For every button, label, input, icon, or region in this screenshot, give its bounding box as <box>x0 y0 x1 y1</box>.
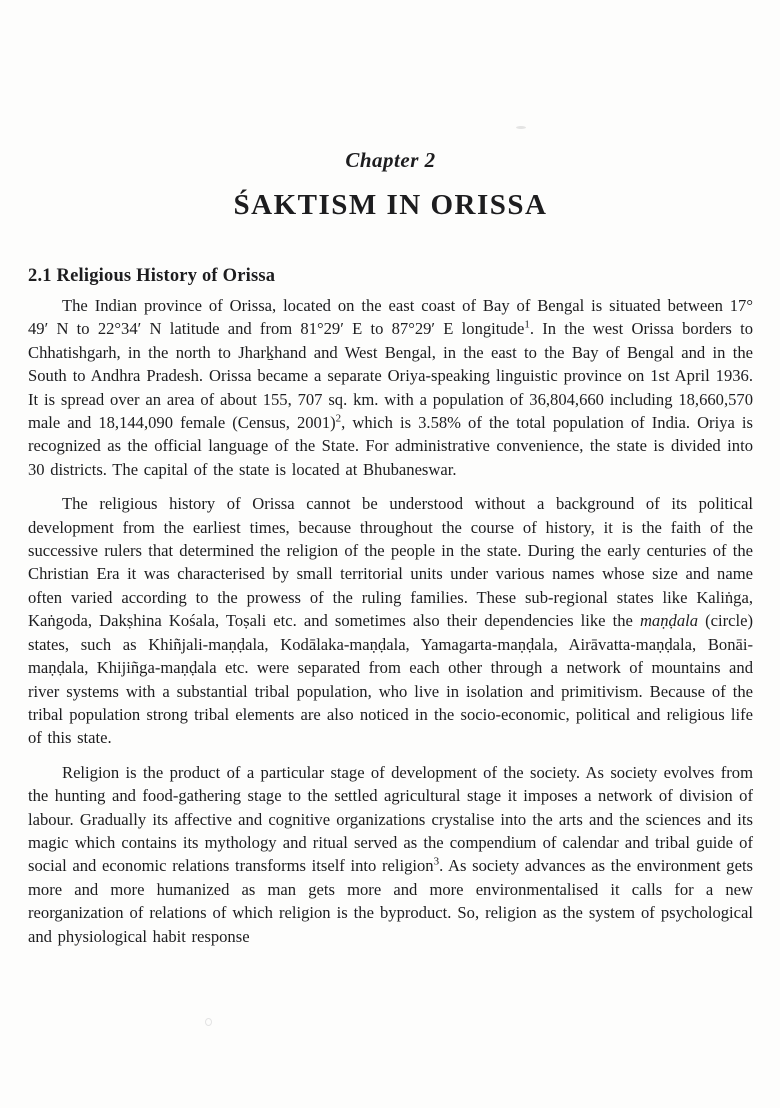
text-segment: . In the west Orissa borders to Chhatishgarh, in the north to Jharḵhand and West Bengal, in the east to the Bay of Bengal and in the South to Andhra Pradesh. Orissa became a separate Oriya-speaking linguistic province on 1st April 1936. It is spread over an area of about 155, 707 sq. km. with a population of 36,804,660 including 18,660,570 male and 18,144,090 female (Census, 2001) <box>28 319 754 433</box>
text-segment: Religion is the product of a particular stage of development of the society. As society evolves from the hunting and food-gathering stage to the settled agricultural stage it imposes a network of division of labour. Gradually its affective and cognitive organizations crystalise into the arts and the sciences and its magic which contains its mythology and ritual served as the compendium of calendar and tribal guide of social and economic relations transforms itself into religion <box>28 762 753 876</box>
scan-artifact <box>516 126 526 129</box>
scan-artifact <box>205 1018 212 1026</box>
text-segment-sup: 3 <box>433 855 440 868</box>
text-segment-sup: 1 <box>524 318 530 331</box>
chapter-label: Chapter 2 <box>345 148 436 172</box>
paragraph-2 <box>28 492 753 749</box>
text-segment: The Indian province of Orissa, located on the east coast of Bay of Bengal is situated between 17° 49′ N to 22°34′ N latitude and from 81°29′ E to 87°29′ E longitude <box>28 296 753 339</box>
text-segment: (circle) states, such as Khiñjali-maṇḍala, Kodālaka-maṇḍala, Yamagarta-maṇḍala, Airāvatta-maṇḍala, Bonāi-maṇḍala, Khijiñga-maṇḍala etc. were separated from each other through a network of mountains and river systems with a substantial tribal population, who live in isolation and primitivism. Because of the tribal population strong tribal elements are also noticed in the socio-economic, political and religious life of this state. <box>28 611 753 748</box>
text-segment-italic: maṇḍala <box>639 611 699 631</box>
section-heading: 2.1 Religious History of Orissa <box>28 266 276 286</box>
text-segment: , which is 3.58% of the total population of India. Oriya is recognized as the official language of the State. For administrative convenience, the state is divided into 30 districts. The capital of the state is located at Bhubaneswar. <box>28 413 753 479</box>
text-segment: The religious history of Orissa cannot be understood without a background of its political development from the earliest times, because throughout the course of history, it is the faith of the successive rulers that determined the religion of the people in the state. During the early centuries of the Christian Era it was characterised by small territorial units under various names whose size and name often varied according to the prowess of the ruling families. These sub-regional states like Kaliṅga, Kaṅgoda, Dakṣhina Kośala, Toṣali etc. and sometimes also their dependencies like the <box>28 494 753 631</box>
paragraph-3 <box>28 761 753 948</box>
chapter-title: ŚAKTISM IN ORISSA <box>233 189 548 221</box>
text-segment-sup: 2 <box>335 412 342 425</box>
paragraph-1 <box>28 294 753 481</box>
text-segment: . As society advances as the environment gets more and more humanized as man gets more and more environmentalised it calls for a new reorganization of relations of which religion is the byproduct. So, religion as the system of psychological and physiological habit response <box>28 856 754 946</box>
